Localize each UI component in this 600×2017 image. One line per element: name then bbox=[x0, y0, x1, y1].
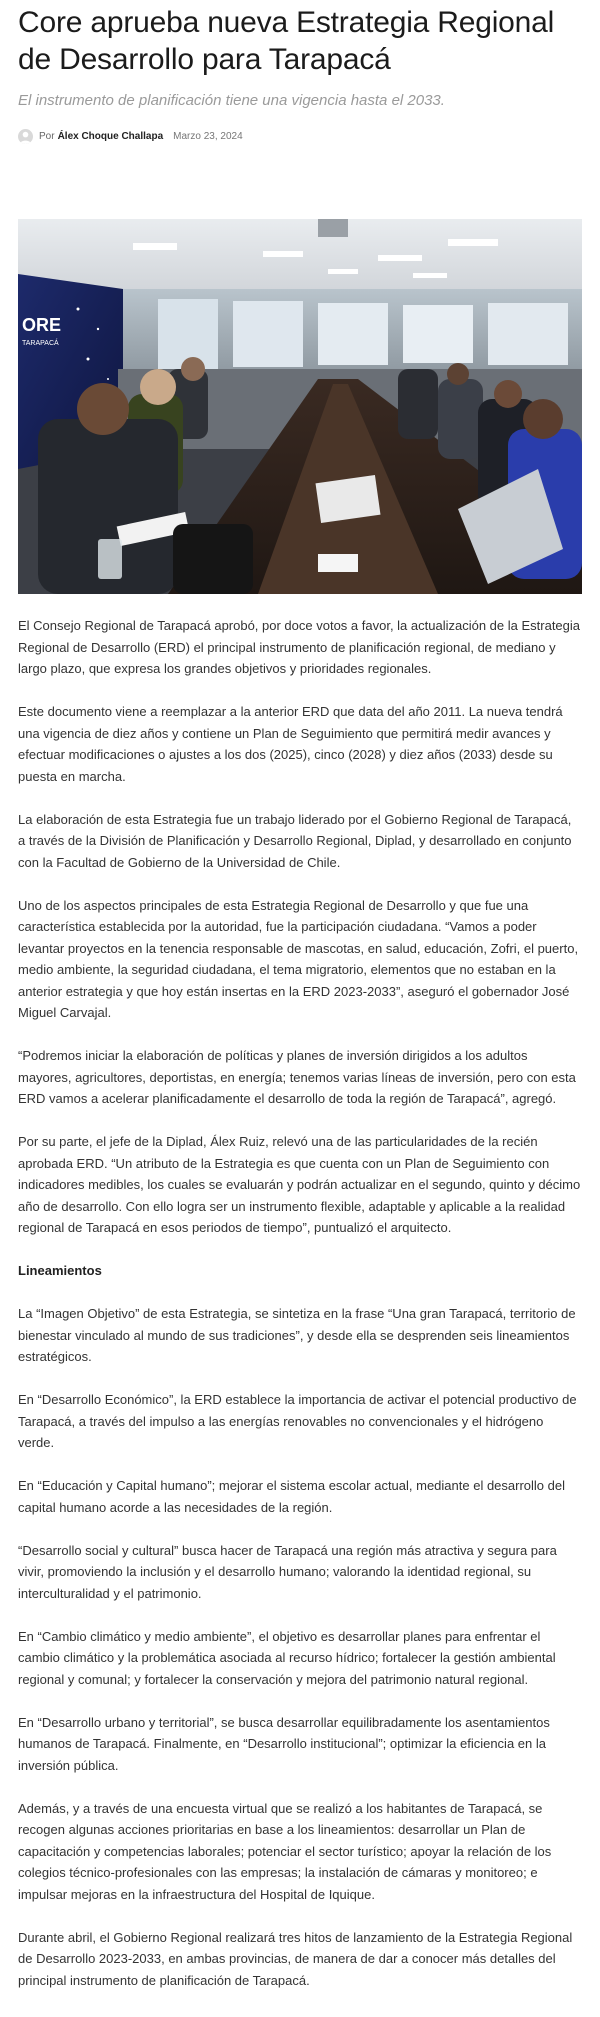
paragraph: En “Desarrollo urbano y territorial”, se busca desarrollar equilibradamente los asentamientos humanos de Tarapacá. Finalmente, en “Desarrollo institucional”; optimizar la eficiencia en la inversión pública. bbox=[18, 1714, 550, 1773]
article-body bbox=[18, 615, 582, 2013]
author-link[interactable]: Álex Choque Challapa bbox=[57, 130, 164, 142]
paragraph: En “Cambio climático y medio ambiente”, el objetivo es desarrollar planes para enfrentar el cambio climático y la problemática asociada al recurso hídrico; fortalecer la gestión ambiental regional y comunal; y fortalecer la conservación y mejora del patrimonio natural regional. bbox=[18, 1628, 556, 1687]
paragraph: La elaboración de esta Estrategia fue un trabajo liderado por el Gobierno Regional de Tarapacá, a través de la División de Planificación y Desarrollo Regional, Diplad, y desarrollado en conjunto con la Facultad de Gobierno de la Universidad de Chile. bbox=[18, 811, 572, 870]
paragraph: El Consejo Regional de Tarapacá aprobó, por doce votos a favor, la actualización de la Estrategia Regional de Desarrollo (ERD) el principal instrumento de planificación regional, de mediano y largo plazo, que expresa los grandes objetivos y prioridades regionales. bbox=[18, 618, 581, 676]
article-photo bbox=[18, 219, 582, 594]
paragraph: “Podremos iniciar la elaboración de políticas y planes de inversión dirigidos a los adultos mayores, agricultores, deportistas, en energía; tenemos varias líneas de inversión, pero con esta ERD vamos a acelerar planificadamente el desarrollo de toda la región de Tarapacá”, agregó. bbox=[18, 1048, 576, 1106]
byline-prefix: Por bbox=[39, 130, 55, 142]
article-subtitle: El instrumento de planificación tiene una vigencia hasta el 2033. bbox=[18, 92, 445, 109]
paragraph: En “Educación y Capital humano”; mejorar el sistema escolar actual, mediante el desarrollo del capital humano acorde a las necesidades de la región. bbox=[18, 1478, 565, 1515]
paragraph: La “Imagen Objetivo” de esta Estrategia, se sintetiza en la frase “Una gran Tarapacá, territorio de bienestar vinculado al mundo de sus tradiciones”, y desde ella se desprenden seis lineamientos estratégicos. bbox=[18, 1306, 576, 1364]
author-avatar-icon[interactable] bbox=[18, 129, 33, 144]
banner-text-top: ORE bbox=[22, 315, 62, 335]
paragraph: Durante abril, el Gobierno Regional realizará tres hitos de lanzamiento de la Estrategia Regional de Desarrollo 2023-2033, en ambas provincias, de manera de dar a conocer más detalles del principal instrumento de planificación de Tarapacá. bbox=[18, 1929, 573, 1988]
article-title: Core aprueba nueva Estrategia Regional de Desarrollo para Tarapacá bbox=[18, 6, 555, 76]
byline bbox=[18, 127, 243, 145]
section-heading: Lineamientos bbox=[18, 1263, 102, 1278]
paragraph: Uno de los aspectos principales de esta Estrategia Regional de Desarrollo y que fue una característica establecida por la autoridad, fue la participación ciudadana. “Vamos a poder levantar proyectos en la tenencia responsable de mascotas, en salud, educación, Zofri, el puerto, medio ambiente, la seguridad ciudadana, el tema migratorio, elementos que no estaban en la anterior estrategia y que hoy están insertas en la ERD 2023-2033”, aseguró el gobernador José Miguel Carvajal. bbox=[18, 897, 579, 1020]
paragraph: En “Desarrollo Económico”, la ERD establece la importancia de activar el potencial productivo de Tarapacá, a través del impulso a las energías renovables no convencionales y el hidrógeno verde. bbox=[18, 1392, 577, 1450]
paragraph: Además, y a través de una encuesta virtual que se realizó a los habitantes de Tarapacá, se recogen algunas acciones prioritarias en base a los lineamientos: desarrollar un Plan de capacitación y competencias laborales; potenciar el sector turístico; apoyar la relación de los colegios técnico-profesionales con las empresas; la instalación de cámaras y monitoreo; e impulsar mejoras en la infraestructura del Hospital de Iquique. bbox=[18, 1800, 552, 1902]
publish-date: Marzo 23, 2024 bbox=[173, 130, 243, 142]
paragraph: Por su parte, el jefe de la Diplad, Álex Ruiz, relevó una de las particularidades de la recién aprobada ERD. “Un atributo de la Estrategia es que cuenta con un Plan de Seguimiento con indicadores medibles, los cuales se evaluarán y podrán actualizar en el segundo, quinto y décimo año de desarrollo. Con ello logra ser un instrumento flexible, adaptable y aplicable a la realidad regional de Tarapacá en esos periodos de tiempo”, puntualizó el arquitecto. bbox=[18, 1134, 581, 1235]
paragraph: “Desarrollo social y cultural” busca hacer de Tarapacá una región más atractiva y segura para vivir, promoviendo la inclusión y el desarrollo humano; valorando la identidad regional, su interculturalidad y el patrimonio. bbox=[18, 1542, 557, 1601]
paragraph: Este documento viene a reemplazar a la anterior ERD que data del año 2011. La nueva tendrá una vigencia de diez años y contiene un Plan de Seguimiento que permitirá medir avances y efectuar modificaciones o ajustes a los dos (2025), cinco (2028) y diez años (2033) desde su puesta en marcha. bbox=[18, 704, 563, 784]
banner-text-bottom: TARAPACÁ bbox=[22, 340, 59, 347]
